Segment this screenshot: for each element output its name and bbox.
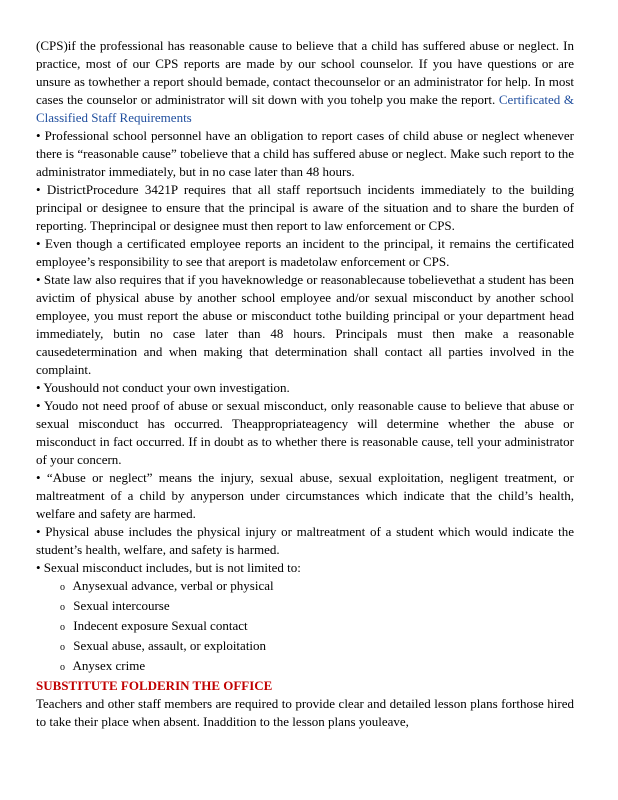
list-item: o Anysex crime: [36, 657, 574, 677]
circle-bullet-icon: o: [60, 642, 65, 653]
list-item: o Sexual intercourse: [36, 597, 574, 617]
bullet-no-proof: • Youdo not need proof of abuse or sexual misconduct, only reasonable cause to believe that abuse or sexual misconduct has occurred. Theappropriateagency will determine whether the abuse or misconduct in fact occurred. If in doubt as to whether there is reasonable cause, tell your administrator of your concern.: [36, 398, 574, 467]
bullet-district-procedure: • DistrictProcedure 3421P requires that all staff reportsuch incidents immediately to the building principal or designee to ensure that the principal is aware of the situation and to share the burden of reporting. Theprincipal or designee must then report to law enforcement or CPS.: [36, 182, 574, 233]
sexual-misconduct-list: [36, 577, 574, 677]
circle-bullet-icon: o: [60, 622, 65, 633]
list-item: o Anysexual advance, verbal or physical: [36, 577, 574, 597]
bullet-abuse-definition: • “Abuse or neglect” means the injury, sexual abuse, sexual exploitation, negligent treatment, or maltreatment of a child by anyperson under circumstances which indicate that the child’s health, welfare and safety are harmed.: [36, 470, 574, 521]
list-item: o Sexual abuse, assault, or exploitation: [36, 637, 574, 657]
bullet-physical-abuse: • Physical abuse includes the physical injury or maltreatment of a student which would indicate the student’s health, welfare, and safety is harmed.: [36, 524, 574, 557]
circle-bullet-icon: o: [60, 602, 65, 613]
bullet-obligation: • Professional school personnel have an obligation to report cases of child abuse or neglect whenever there is “reasonable cause” tobelieve that a child has suffered abuse or neglect. Make such report to the administrator immediately, but in no case later than 48 hours.: [36, 128, 574, 179]
intro-paragraph: [36, 37, 574, 127]
requirements-link[interactable]: Certificated & Classified Staff Requirements: [36, 92, 574, 125]
document-page: [36, 37, 574, 731]
circle-bullet-icon: o: [60, 662, 65, 673]
section-heading: SUBSTITUTE FOLDERIN THE OFFICE: [36, 678, 273, 693]
list-item: o Indecent exposure Sexual contact: [36, 617, 574, 637]
closing-paragraph: Teachers and other staff members are required to provide clear and detailed lesson plans forthose hired to take their place when absent. Inaddition to the lesson plans youleave,: [36, 696, 574, 729]
bullet-state-law: • State law also requires that if you haveknowledge or reasonablecause tobelievethat a student has been avictim of physical abuse by another school employee and/or sexual misconduct by another school employee, you must report the abuse or misconduct tothe building principal or your department head immediately, butin no case later than 48 hours. Principals must then make a reasonable causedetermination and when making that determination shall contact all parties involved in the complaint.: [36, 272, 574, 377]
bullet-no-investigation: • Youshould not conduct your own investigation.: [36, 380, 290, 395]
circle-bullet-icon: o: [60, 582, 65, 593]
intro-text: (CPS)if the professional has reasonable cause to believe that a child has suffered abuse or neglect. In practice, most of our CPS reports are made by our school counselor. If you have questions or are unsure as towhether a report should bemade, contact thecounselor or an administrator for help. In most cases the counselor or administrator will sit down with you tohelp you make the report.: [36, 38, 574, 107]
bullet-sexual-misconduct: • Sexual misconduct includes, but is not limited to:: [36, 560, 301, 575]
bullet-certificated-responsibility: • Even though a certificated employee reports an incident to the principal, it remains the certificated employee’s responsibility to see that areport is madetolaw enforcement or CPS.: [36, 236, 574, 269]
